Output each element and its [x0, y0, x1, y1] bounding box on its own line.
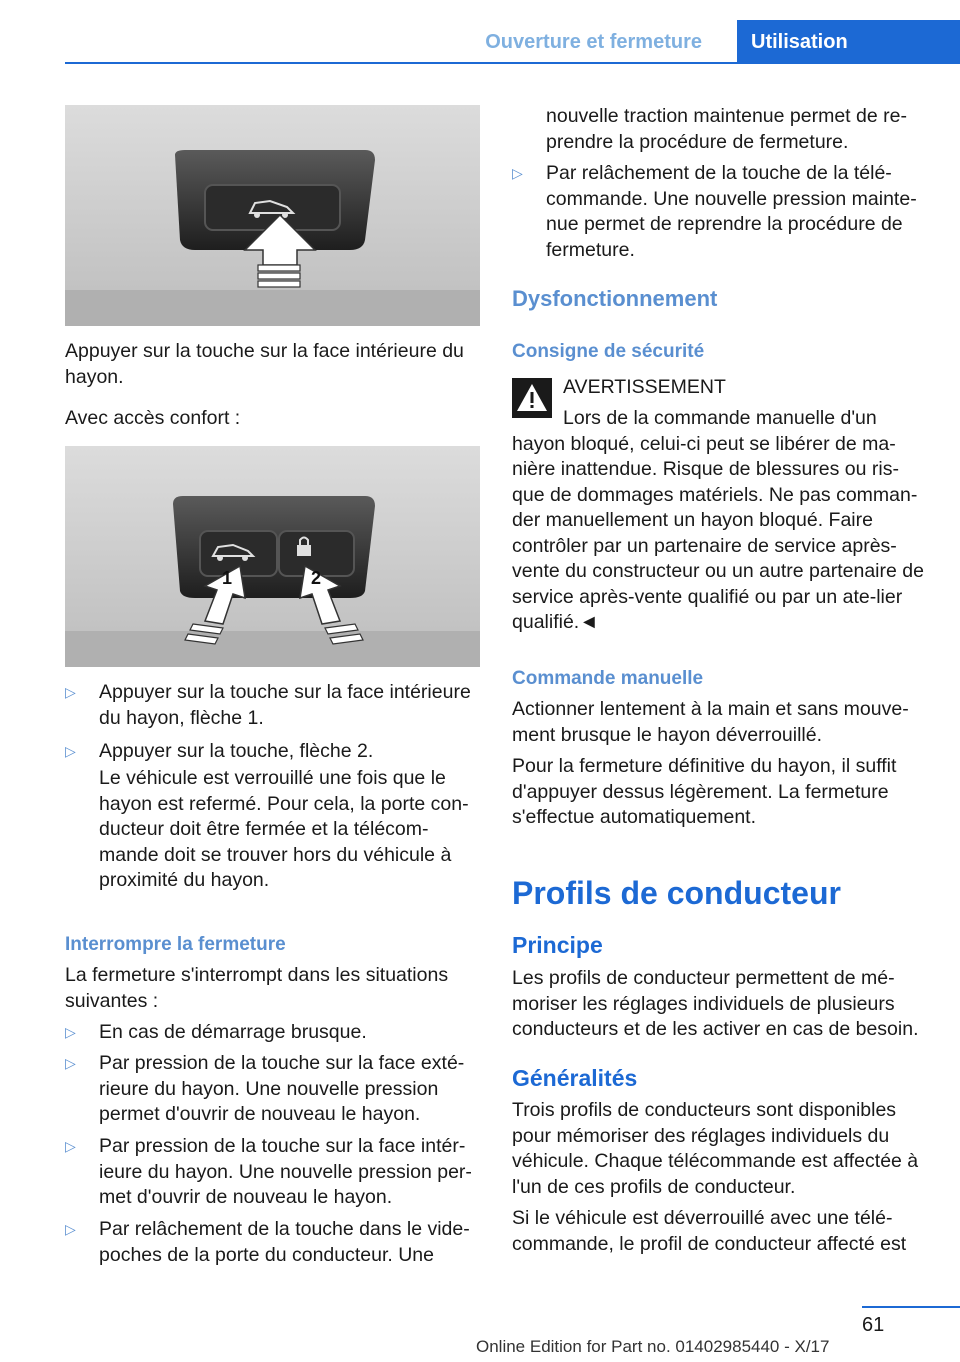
trunk-button-illustration: [65, 105, 480, 326]
comfort-access-buttons-illustration: [65, 446, 480, 667]
arrow-label-1: 1: [222, 568, 233, 588]
safety-heading: Consigne de sécurité: [512, 341, 705, 362]
header-rule: [65, 62, 960, 64]
manual-paragraph-1: Actionner lentement à la main et sans mouve-ment brusque le hayon déverrouillé.: [512, 698, 909, 746]
footer-rule: [862, 1306, 960, 1308]
general-heading: Généralités: [512, 1065, 638, 1091]
manual-heading: Commande manuelle: [512, 668, 704, 689]
chapter-tab: Utilisation: [737, 20, 960, 62]
warning-text: Lors de la commande manuelle d'un hayon bloqué, celui-ci peut se libérer de ma-nière inattendue. Risque de blessures ou ris-que de dommages matériels. Ne pas comman-der manuellement un hayon bloqué. Faire contrôler par un partenaire de service après-vente du constructeur ou un autre partenaire de service après-vente qualifié ou par un ate-lier qualifié.◄: [512, 407, 924, 633]
malfunction-heading: Dysfonctionnement: [512, 286, 718, 311]
interrupt-intro: La fermeture s'interrompt dans les situations suivantes :: [65, 964, 449, 1012]
manual-paragraph-2: Pour la fermeture définitive du hayon, il suffit d'appuyer dessus légèrement. La fermeture s'effectue automatiquement.: [512, 755, 897, 828]
general-paragraph-2: Si le véhicule est déverrouillé avec une télé-commande, le profil de conducteur affecté est: [512, 1207, 907, 1255]
profiles-heading: Profils de conducteur: [512, 875, 841, 911]
bullet-triangle-icon: ▷: [65, 1024, 76, 1040]
bullet-triangle-icon: ▷: [65, 1138, 76, 1154]
principle-heading: Principe: [512, 932, 603, 958]
bullet-triangle-icon: ▷: [65, 743, 76, 759]
bullet-triangle-icon: ▷: [65, 1055, 76, 1071]
comfort-access-label: Avec accès confort :: [65, 407, 241, 429]
comfort-note: Le véhicule est verrouillé une fois que le hayon est refermé. Pour cela, la porte con-ducteur doit être fermée et la télécom-mande doit se trouver hors du véhicule à proximité du hayon.: [99, 767, 469, 891]
principle-text: Les profils de conducteur permettent de mé-moriser les réglages individuels de plusieurs conducteurs et de les activer en cas de besoin.: [512, 967, 919, 1040]
section-title: Ouverture et fermeture: [485, 31, 702, 53]
online-edition-note: Online Edition for Part no. 01402985440 - X/17: [476, 1337, 830, 1356]
warning-title: AVERTISSEMENT: [563, 376, 726, 398]
arrow-label-2: 2: [311, 568, 322, 588]
bullet-triangle-icon: ▷: [65, 1221, 76, 1237]
page-number: 61: [862, 1314, 885, 1336]
general-paragraph-1: Trois profils de conducteurs sont disponibles pour mémoriser des réglages individuels du véhicule. Chaque télécommande est affectée à l'un de ces profils de conducteur.: [512, 1099, 919, 1198]
page-header: [0, 20, 960, 62]
bullet-triangle-icon: ▷: [512, 165, 523, 181]
interrupt-heading: Interrompre la fermeture: [65, 934, 286, 955]
bullet-triangle-icon: ▷: [65, 684, 76, 700]
continued-text: nouvelle traction maintenue permet de re-prendre la procédure de fermeture.: [546, 105, 907, 153]
caption-inner-button: Appuyer sur la touche sur la face intérieure du hayon.: [65, 340, 464, 388]
